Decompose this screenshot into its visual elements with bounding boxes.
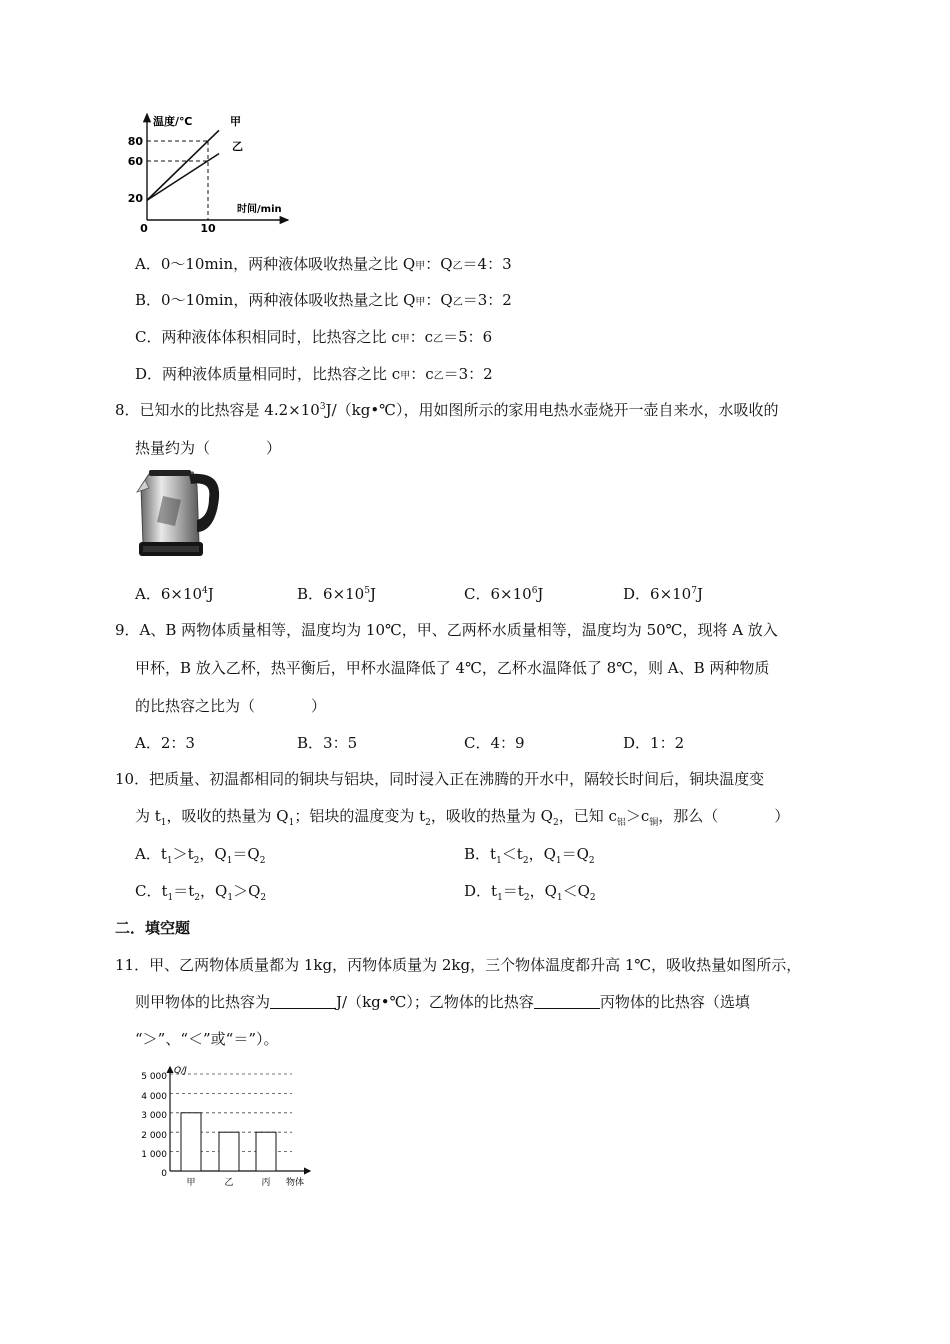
y-tick-4000: 4 000 xyxy=(141,1092,167,1102)
q9-stem-line2: 甲杯，B 放入乙杯，热平衡后，甲杯水温降低了 4℃，乙杯水温降低了 8℃，则 A、B 两种物质 xyxy=(135,659,770,677)
q7-option-d: D．两种液体质量相同时，比热容之比 c甲：c乙＝3：2 xyxy=(135,365,493,383)
bar-3 xyxy=(256,1132,276,1171)
x-axis-label: 时间/min xyxy=(237,204,282,215)
x-tick-10: 10 xyxy=(200,222,216,235)
q8-option-b: B．$6\times 10^5J$ xyxy=(297,585,376,603)
q9-option-c: C．4：9 xyxy=(464,734,525,752)
q7-option-a: A．0～10min，两种液体吸收热量之比 Q甲：Q乙＝4：3 xyxy=(135,255,512,273)
answer-blank-1[interactable] xyxy=(270,995,336,1009)
q9-option-d: D．1：2 xyxy=(623,734,685,752)
q8-option-c: C．$6\times 10^6J$ xyxy=(464,585,544,603)
y-tick-60: 60 xyxy=(127,155,143,168)
q9-option-b: B．3：5 xyxy=(297,734,358,752)
q10-option-a: A．$t_1>t_2$，$Q_1=Q_2$ xyxy=(135,845,266,866)
q11-stem-line2: 则甲物体的比热容为 J/（kg•℃）；乙物体的比热容 丙物体的比热容（选填 xyxy=(135,993,750,1011)
y-tick-1000: 1 000 xyxy=(141,1150,167,1160)
y-axis-label: 温度/℃ xyxy=(153,115,193,128)
q11-stem-line1: 11．甲、乙两物体质量都为 1kg，丙物体质量为 2kg，三个物体温度都升高 1℃，吸收热量如图所示， xyxy=(115,956,802,974)
y-tick-80: 80 xyxy=(127,135,143,148)
x-tick-label-3: 丙 xyxy=(261,1178,271,1188)
q11-stem-line3: “＞”、“＜”或“＝”）。 xyxy=(135,1030,279,1048)
q7-option-b: B．0～10min，两种液体吸收热量之比 Q甲：Q乙＝3：2 xyxy=(135,291,512,309)
legend-yi: 乙 xyxy=(232,140,243,153)
y-tick-5000: 5 000 xyxy=(141,1072,167,1082)
x-tick-0: 0 xyxy=(140,222,148,235)
q8-option-d: D．$6\times 10^7J$ xyxy=(623,585,703,603)
q10-option-d: D．$t_1=t_2$，$Q_1<Q_2$ xyxy=(464,882,596,903)
q7-option-c: C．两种液体体积相同时，比热容之比 c甲：c乙＝5：6 xyxy=(135,328,493,346)
x-tick-label-2: 乙 xyxy=(224,1178,234,1188)
q10-option-c: C．$t_1=t_2$，$Q_1>Q_2$ xyxy=(135,882,267,903)
legend-jia: 甲 xyxy=(230,115,241,128)
q8-stem-line1: 8．已知水的比热容是 $4.2\times 10^3J/(kg•℃)$，用如图所示的家用电热水壶烧开一壶自来水，水吸收的 xyxy=(115,401,779,419)
q8-option-a: A．$6\times 10^4J$ xyxy=(135,585,214,603)
bar-2 xyxy=(219,1132,239,1171)
q11-bar-chart xyxy=(130,1063,320,1191)
y-tick-3000: 3 000 xyxy=(141,1111,167,1121)
y-axis-label: Q/J xyxy=(174,1066,187,1076)
bar-1 xyxy=(181,1113,201,1171)
electric-kettle-image xyxy=(133,466,225,564)
x-axis-label: 物体 xyxy=(286,1178,305,1188)
y-tick-0: 0 xyxy=(161,1169,167,1179)
y-tick-2000: 2 000 xyxy=(141,1131,167,1141)
q9-stem-line1: 9．A、B 两物体质量相等，温度均为 10℃，甲、乙两杯水质量相等，温度均为 50℃，现将 A 放入 xyxy=(115,621,778,639)
answer-blank-2[interactable] xyxy=(534,995,600,1009)
q9-option-a: A．2：3 xyxy=(135,734,195,752)
q10-stem-line2: 为 $t_1$，吸收的热量为 $Q_1$；铝块的温度变为 $t_2$，吸收的热量为 $Q_2$，已知 $c_铝>c_铜$，那么（ ） xyxy=(135,807,790,828)
q8-stem-line2: 热量约为（ ） xyxy=(135,439,282,457)
q10-stem-line1: 10．把质量、初温都相同的铜块与铝块，同时浸入正在沸腾的开水中，隔较长时间后，铜块温度变 xyxy=(115,770,765,788)
q7-temperature-graph xyxy=(125,108,295,238)
q10-option-b: B．$t_1<t_2$，$Q_1=Q_2$ xyxy=(464,845,595,866)
x-tick-label-1: 甲 xyxy=(186,1178,196,1188)
q9-stem-line3: 的比热容之比为（ ） xyxy=(135,697,327,715)
y-tick-20: 20 xyxy=(127,192,143,205)
section-heading-fill-in: 二．填空题 xyxy=(115,919,191,937)
